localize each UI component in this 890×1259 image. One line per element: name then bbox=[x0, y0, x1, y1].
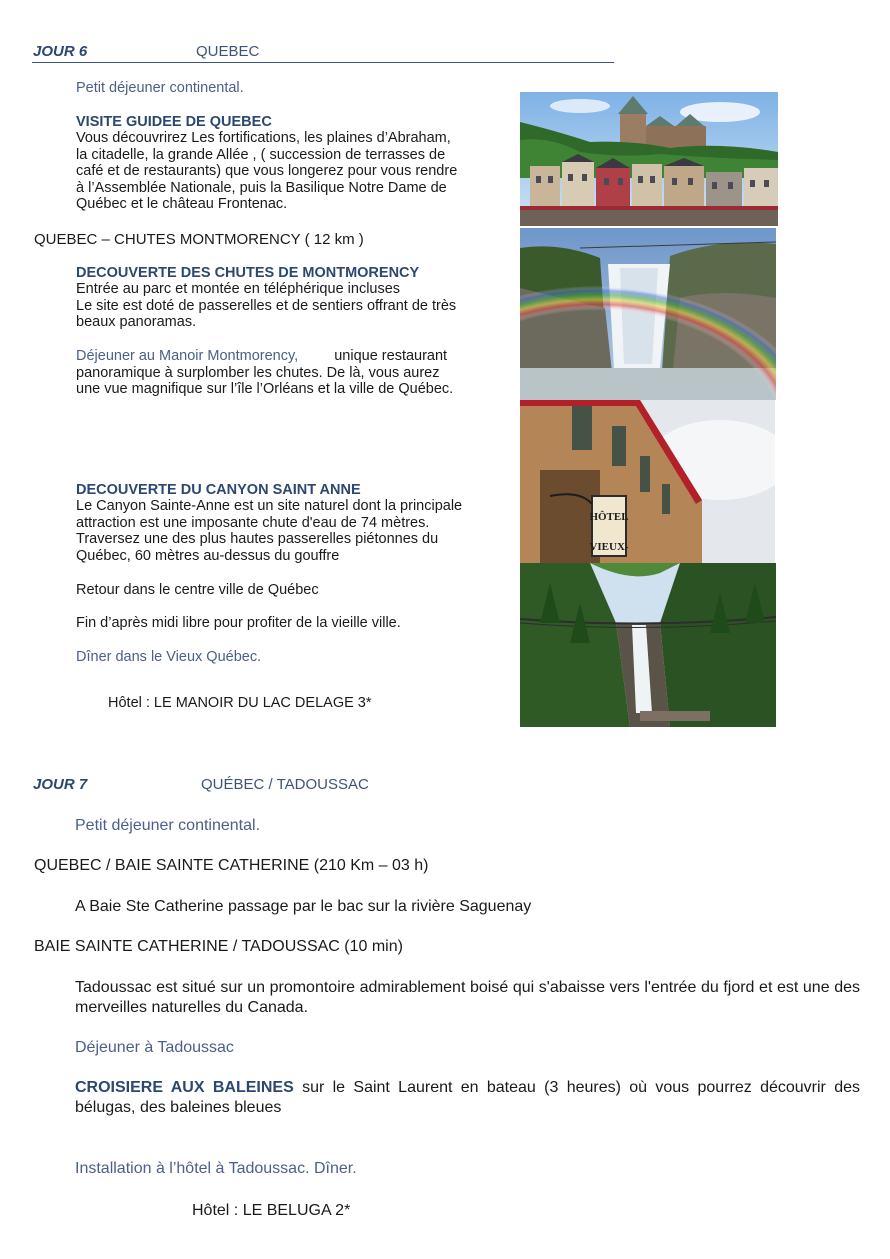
day7-route2: BAIE SAINTE CATHERINE / TADOUSSAC (10 min) bbox=[34, 938, 403, 955]
visit-line: café et de restaurants) que vous longerez pour vous rendre bbox=[76, 163, 458, 179]
day7-ferry: A Baie Ste Catherine passage par le bac sur la rivière Saguenay bbox=[75, 898, 532, 915]
day6-label: JOUR 6 bbox=[33, 43, 88, 60]
canyon-sainte-anne-photo bbox=[520, 563, 776, 727]
canyon-line: Québec, 60 mètres au-dessus du gouffre bbox=[76, 547, 340, 564]
falls-heading: DECOUVERTE DES CHUTES DE MONTMORENCY bbox=[76, 265, 420, 281]
canyon-line: attraction est une imposante chute d'eau de 74 mètres. bbox=[76, 514, 430, 531]
lunch-line: une vue magnifique sur l’île l’Orléans et la ville de Québec. bbox=[76, 381, 454, 397]
visit-line: à l’Assemblée Nationale, puis la Basilique Notre Dame de bbox=[76, 179, 447, 196]
day7-route1: QUEBEC / BAIE SAINTE CATHERINE (210 Km – 03 h) bbox=[34, 857, 429, 874]
day7-hotel: Hôtel : LE BELUGA 2* bbox=[192, 1202, 351, 1219]
day6-breakfast: Petit déjeuner continental. bbox=[76, 80, 244, 96]
day7-title: QUÉBEC / TADOUSSAC bbox=[201, 776, 369, 793]
montmorency-falls-photo bbox=[520, 228, 776, 400]
lunch-label: Déjeuner au Manoir Montmorency, bbox=[76, 348, 299, 364]
day7-dinner: Dîner. bbox=[313, 1160, 357, 1177]
cruise-paragraph bbox=[75, 1078, 860, 1118]
falls-line: Entrée au parc et montée en téléphérique incluses bbox=[76, 281, 401, 297]
lunch-rest: unique restaurant bbox=[334, 348, 448, 364]
day6-dinner: Dîner dans le Vieux Québec. bbox=[76, 649, 262, 665]
day6-route: QUEBEC – CHUTES MONTMORENCY ( 12 km ) bbox=[34, 231, 364, 248]
falls-paragraph bbox=[76, 281, 516, 331]
hotel-sign-text: VIEUX- bbox=[589, 541, 629, 553]
chateau-frontenac-photo bbox=[520, 92, 778, 226]
day7-lunch: Déjeuner à Tadoussac bbox=[75, 1039, 234, 1056]
install-line bbox=[75, 1159, 357, 1179]
canyon-line: Traversez une des plus hautes passerelles piétonnes du bbox=[76, 531, 439, 547]
afternoon-text: Fin d’après midi libre pour profiter de la vieille ville. bbox=[76, 615, 401, 631]
visit-paragraph bbox=[76, 130, 516, 213]
visit-line: la citadelle, la grande Allée , ( succession de terrasses de bbox=[76, 146, 446, 163]
cruise-text: sur le Saint Laurent en bateau (3 heures) où vous pourrez découvrir des bélugas, des baleines bleues bbox=[75, 1079, 860, 1116]
return-text: Retour dans le centre ville de Québec bbox=[76, 582, 319, 598]
lunch-line: panoramique à surplomber les chutes. De là, vous aurez bbox=[76, 364, 440, 381]
lunch-paragraph bbox=[76, 348, 516, 398]
day6-hotel: Hôtel : LE MANOIR DU LAC DELAGE 3* bbox=[108, 695, 372, 711]
falls-line: beaux panoramas. bbox=[76, 314, 197, 330]
visit-line: Québec et le château Frontenac. bbox=[76, 196, 288, 212]
day6-divider bbox=[32, 62, 614, 63]
install-text: Installation à l’hôtel à Tadoussac. bbox=[75, 1160, 310, 1177]
hotel-sign-text: HÔTEL bbox=[589, 511, 629, 523]
cruise-label: CROISIERE AUX BALEINES bbox=[75, 1079, 294, 1096]
visit-line: Vous découvrirez Les fortifications, les plaines d’Abraham, bbox=[76, 130, 451, 146]
canyon-heading: DECOUVERTE DU CANYON SAINT ANNE bbox=[76, 482, 361, 498]
visit-heading: VISITE GUIDEE DE QUEBEC bbox=[76, 114, 272, 130]
falls-line: Le site est doté de passerelles et de sentiers offrant de très bbox=[76, 297, 457, 314]
canyon-paragraph bbox=[76, 498, 516, 564]
tadoussac-description: Tadoussac est situé sur un promontoire admirablement boisé qui s'abaisse vers l'entrée du fjord et est une des merveilles naturelles du Canada. bbox=[75, 979, 860, 1016]
hotel-building-photo bbox=[520, 400, 775, 563]
day6-title: QUEBEC bbox=[196, 43, 260, 60]
canyon-line: Le Canyon Sainte-Anne est un site naturel dont la principale bbox=[76, 498, 463, 514]
day7-label: JOUR 7 bbox=[33, 776, 88, 793]
day7-breakfast: Petit déjeuner continental. bbox=[75, 817, 261, 834]
